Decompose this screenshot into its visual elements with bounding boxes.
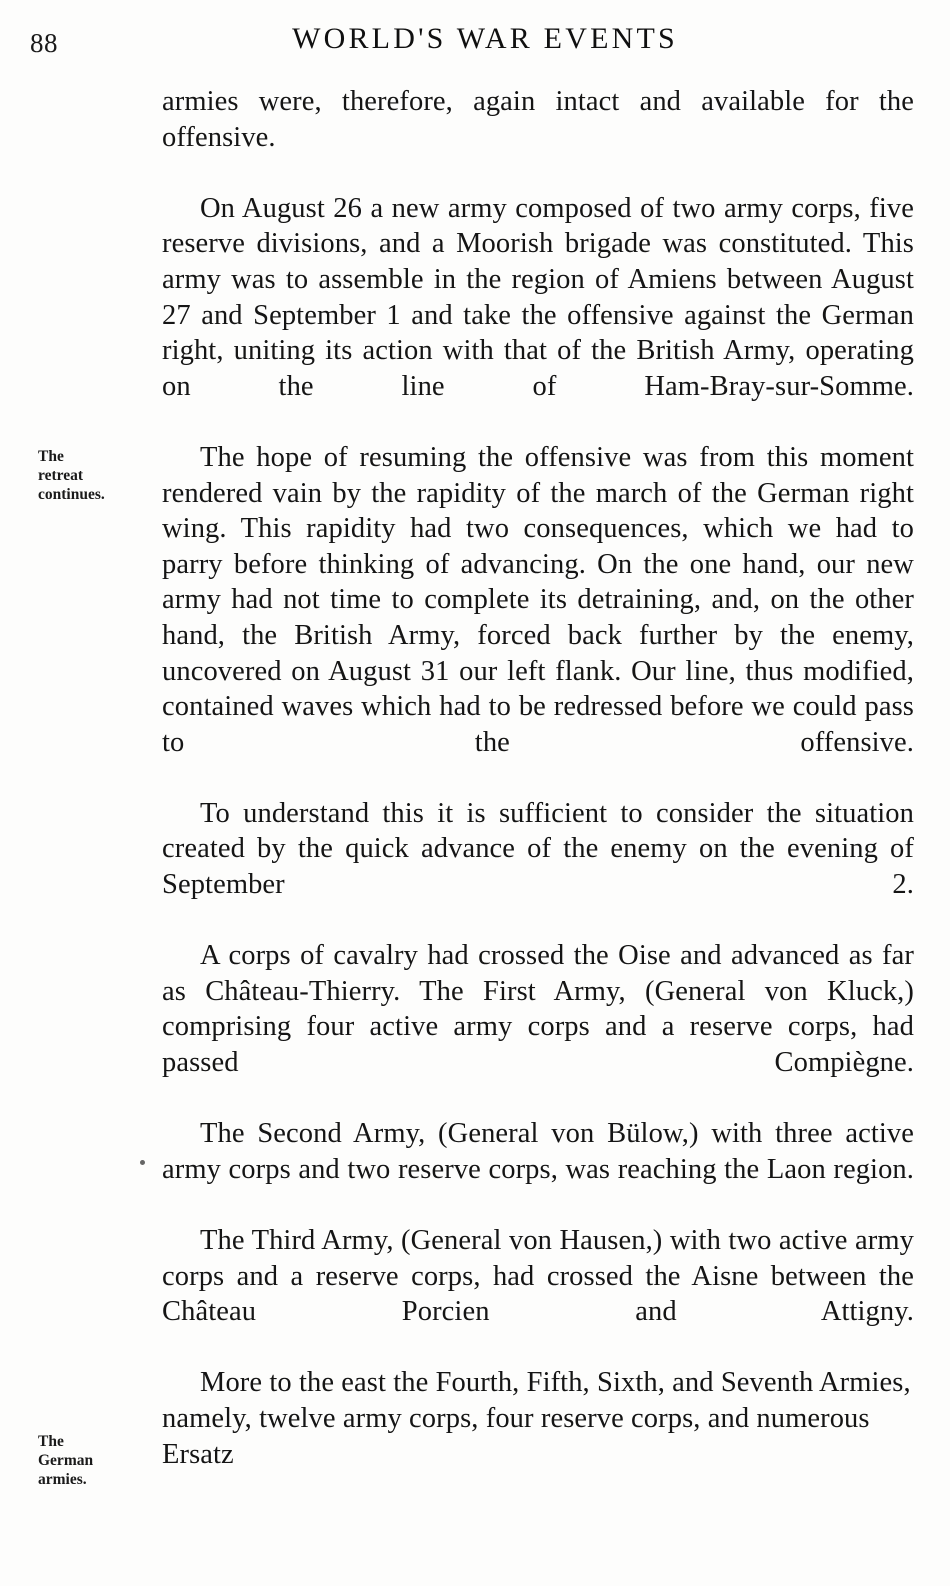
paragraph-text: More to the east the Fourth, Fifth, Sixth, and Seventh Armies, namely, twelve army corps, four reserve corps, and numerous Ersatz xyxy=(162,1367,911,1470)
sidenote-line: armies. xyxy=(38,1471,87,1488)
sidenote-line: The xyxy=(38,448,64,465)
paragraph-text: The Second Army, (General von Bülow,) with three active army corps and two reserve corps, was reaching the Laon region. xyxy=(162,1118,914,1185)
sidenote-line: retreat xyxy=(38,467,84,484)
paragraph-text: A corps of cavalry had crossed the Oise and advanced as far as Château-Thierry. The First Army, (General von Kluck,) comprising four active army corps and a reserve corps, had passed Compiègne. xyxy=(162,940,914,1079)
running-head: WORLD'S WAR EVENTS xyxy=(292,22,678,55)
paragraph-text: On August 26 a new army composed of two army corps, five reserve divisions, and a Moorish brigade was constituted. This army was to assemble in the region of Amiens between August 27 and September 1 and take the offensive against the German right, uniting its action with that of the British Army, operating on the line of Ham-Bray-sur-Somme. xyxy=(162,192,914,402)
page-header xyxy=(0,22,950,66)
paragraph xyxy=(162,191,914,440)
sidenote-retreat-continues xyxy=(38,447,158,504)
sidenote-line: German xyxy=(38,1452,94,1469)
paragraph xyxy=(162,1365,914,1507)
body-text-column xyxy=(162,84,914,1508)
sidenote-line: continues. xyxy=(38,486,105,503)
paragraph-text: The Third Army, (General von Hausen,) with two active army corps and a reserve corps, had crossed the Aisne between the Château Porcien and Attigny. xyxy=(162,1225,914,1328)
ink-speck xyxy=(140,1160,145,1165)
paragraph-text: armies were, therefore, again intact and available for the offensive. xyxy=(162,86,914,153)
sidenote-german-armies xyxy=(38,1432,158,1489)
paragraph-text: The hope of resuming the offensive was from this moment rendered vain by the rapidity of the march of the German right wing. This rapidity had two consequences, which we had to parry before thinking of advancing. On the one hand, our new army had not time to complete its detraining, and, on the other hand, the British Army, forced back further by the enemy, uncovered on August 31 our left flank. Our line, thus modified, contained waves which had to be redressed before we could pass to the offensive. xyxy=(162,441,914,758)
paragraph xyxy=(162,440,914,796)
sidenote-line: The xyxy=(38,1433,64,1450)
paragraph-text: To understand this it is sufficient to consider the situation created by the quick advance of the enemy on the evening of September 2. xyxy=(162,797,914,901)
paragraph xyxy=(162,1116,914,1223)
paragraph xyxy=(162,796,914,938)
paragraph xyxy=(162,84,914,191)
paragraph xyxy=(162,1223,914,1365)
paragraph xyxy=(162,938,914,1116)
page-number: 88 xyxy=(30,28,58,58)
